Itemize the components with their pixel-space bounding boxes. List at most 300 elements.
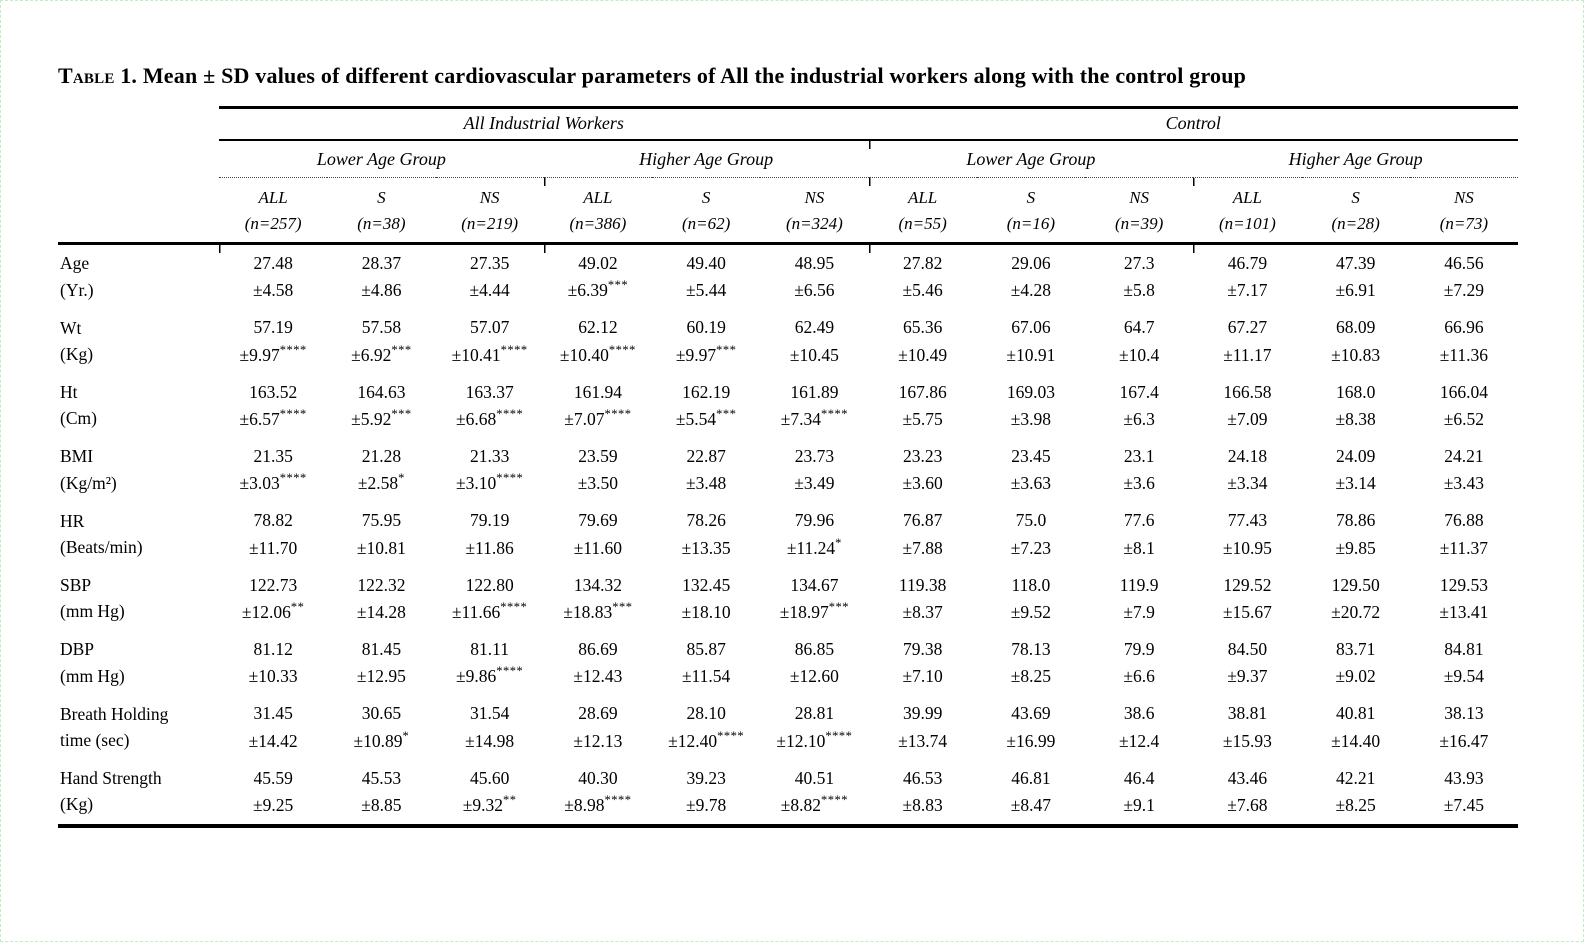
table-cell xyxy=(977,374,1085,438)
significance-stars: **** xyxy=(717,728,745,743)
table-cell xyxy=(652,374,760,438)
value-mean: 24.18 xyxy=(1227,445,1268,466)
table-cell xyxy=(652,567,760,631)
group-control: Control xyxy=(869,108,1519,141)
table-cell xyxy=(1302,760,1410,826)
value-mean: 60.19 xyxy=(686,317,726,338)
row-parameter: Age xyxy=(60,253,90,274)
value-mean: 162.19 xyxy=(682,381,731,402)
value-sd: ±4.58 xyxy=(253,280,294,301)
value-sd: ±8.82 xyxy=(780,794,821,815)
row-label xyxy=(58,502,219,566)
value-mean: 43.46 xyxy=(1227,767,1268,788)
value-mean: 24.21 xyxy=(1444,445,1484,466)
value-mean: 40.30 xyxy=(578,767,618,788)
table-cell xyxy=(1302,567,1410,631)
table-row xyxy=(58,502,1518,566)
table-cell xyxy=(327,567,435,631)
value-sd: ±3.50 xyxy=(577,473,618,494)
significance-stars: * xyxy=(402,728,410,743)
value-mean: 76.87 xyxy=(902,510,943,531)
value-mean: 84.50 xyxy=(1227,638,1268,659)
table-cell xyxy=(219,502,327,566)
value-mean: 45.60 xyxy=(469,767,510,788)
table-cell xyxy=(1302,631,1410,695)
header-spacer xyxy=(58,140,219,178)
significance-stars: *** xyxy=(828,599,849,614)
value-sd: ±14.28 xyxy=(356,601,406,622)
value-sd: ±8.37 xyxy=(902,601,943,622)
row-unit: (Kg) xyxy=(60,794,94,815)
value-mean: 46.4 xyxy=(1123,767,1155,788)
value-mean: 30.65 xyxy=(361,703,402,724)
table-cell xyxy=(652,244,760,310)
table-cell xyxy=(1410,695,1518,759)
table-cell xyxy=(977,760,1085,826)
column-n: (n=39) xyxy=(1114,213,1164,233)
value-sd: ±11.86 xyxy=(465,537,514,558)
table-cell xyxy=(869,631,977,695)
value-sd: ±5.46 xyxy=(902,280,943,301)
table-cell xyxy=(544,695,652,759)
value-mean: 28.81 xyxy=(794,703,835,724)
table-cell xyxy=(436,374,544,438)
value-sd: ±7.23 xyxy=(1010,537,1051,558)
table-cell xyxy=(327,695,435,759)
table-cell xyxy=(544,631,652,695)
value-sd: ±6.6 xyxy=(1123,666,1155,687)
row-unit: time (sec) xyxy=(60,729,130,750)
table-row xyxy=(58,374,1518,438)
value-sd: ±8.38 xyxy=(1335,408,1376,429)
table-cell xyxy=(219,760,327,826)
significance-stars: *** xyxy=(607,278,629,293)
row-parameter: BMI xyxy=(60,446,94,467)
table-row xyxy=(58,309,1518,373)
significance-stars: **** xyxy=(500,599,528,614)
table-cell xyxy=(760,244,868,310)
value-sd: ±11.60 xyxy=(573,537,623,558)
column-n: (n=55) xyxy=(898,213,947,233)
value-sd: ±11.37 xyxy=(1439,537,1489,558)
significance-stars: **** xyxy=(820,792,848,807)
table-cell xyxy=(327,502,435,566)
table-cell xyxy=(1410,502,1518,566)
table-caption-word: Table xyxy=(58,63,115,88)
value-sd: ±6.39 xyxy=(567,280,608,301)
value-mean: 43.69 xyxy=(1011,703,1051,724)
age-group-control-lower: Lower Age Group xyxy=(869,140,1194,178)
significance-stars: *** xyxy=(391,406,412,421)
value-mean: 62.49 xyxy=(794,317,835,338)
table-cell xyxy=(977,695,1085,759)
value-sd: ±8.85 xyxy=(361,794,402,815)
table-cell xyxy=(652,502,760,566)
table-row xyxy=(58,695,1518,759)
table-cell xyxy=(652,760,760,826)
value-sd: ±9.02 xyxy=(1335,666,1376,687)
column-header xyxy=(436,178,544,244)
table-cell xyxy=(760,374,868,438)
significance-stars: **** xyxy=(604,406,632,421)
significance-stars: **** xyxy=(608,342,636,357)
table-cell xyxy=(219,244,327,310)
value-mean: 57.58 xyxy=(361,317,402,338)
significance-stars: * xyxy=(398,471,405,486)
value-sd: ±7.34 xyxy=(780,408,821,429)
table-cell xyxy=(327,309,435,373)
row-unit: (Cm) xyxy=(60,408,97,429)
value-sd: ±11.70 xyxy=(248,537,298,558)
value-sd: ±13.35 xyxy=(681,537,731,558)
table-title xyxy=(58,59,1518,92)
value-mean: 75.95 xyxy=(361,510,402,531)
table-cell xyxy=(760,631,868,695)
value-sd: ±15.93 xyxy=(1222,730,1272,751)
row-label xyxy=(58,631,219,695)
value-mean: 23.45 xyxy=(1011,445,1051,466)
row-unit: (mm Hg) xyxy=(60,601,125,622)
table-cell xyxy=(1410,631,1518,695)
value-mean: 46.81 xyxy=(1011,767,1051,788)
value-mean: 23.59 xyxy=(578,445,618,466)
value-mean: 75.0 xyxy=(1015,510,1047,531)
value-mean: 48.95 xyxy=(794,253,835,273)
value-sd: ±10.81 xyxy=(356,537,406,558)
value-sd: ±12.4 xyxy=(1119,730,1160,751)
table-cell xyxy=(1302,309,1410,373)
column-label: S xyxy=(1351,188,1360,207)
value-sd: ±8.25 xyxy=(1335,794,1376,815)
header-spacer xyxy=(58,178,219,244)
value-mean: 118.0 xyxy=(1011,574,1051,595)
data-table xyxy=(58,106,1518,828)
value-sd: ±6.3 xyxy=(1123,408,1155,429)
table-row xyxy=(58,760,1518,826)
value-mean: 47.39 xyxy=(1335,253,1376,273)
header-spacer xyxy=(58,108,219,141)
row-unit: (Beats/min) xyxy=(60,536,143,557)
value-sd: ±3.34 xyxy=(1227,473,1268,494)
value-mean: 40.51 xyxy=(794,767,835,788)
table-cell xyxy=(219,374,327,438)
value-sd: ±10.95 xyxy=(1222,537,1272,558)
value-mean: 27.35 xyxy=(469,253,510,273)
table-cell xyxy=(327,244,435,310)
value-mean: 64.7 xyxy=(1123,317,1155,338)
significance-stars: **** xyxy=(500,342,528,357)
value-mean: 85.87 xyxy=(686,638,726,659)
significance-stars: *** xyxy=(612,599,633,614)
value-mean: 79.9 xyxy=(1123,638,1155,659)
table-caption-text: 1. Mean ± SD values of different cardiovascular parameters of All the industrial workers along with the control group xyxy=(114,63,1247,88)
table-cell xyxy=(1410,244,1518,310)
value-sd: ±10.45 xyxy=(789,344,839,365)
value-mean: 67.27 xyxy=(1227,317,1268,338)
value-sd: ±9.1 xyxy=(1123,794,1155,815)
value-mean: 27.3 xyxy=(1123,253,1155,273)
value-mean: 21.33 xyxy=(469,445,510,466)
column-n: (n=257) xyxy=(244,213,302,233)
value-mean: 166.04 xyxy=(1439,381,1488,402)
table-cell xyxy=(977,631,1085,695)
value-sd: ±18.97 xyxy=(779,601,829,622)
value-mean: 28.10 xyxy=(686,703,726,724)
table-cell xyxy=(652,695,760,759)
value-sd: ±10.40 xyxy=(559,344,609,365)
row-parameter: SBP xyxy=(60,575,92,596)
value-mean: 78.13 xyxy=(1011,638,1051,659)
table-cell xyxy=(760,695,868,759)
table-cell xyxy=(869,502,977,566)
value-mean: 79.96 xyxy=(794,510,835,531)
table-cell xyxy=(977,502,1085,566)
table-cell xyxy=(977,244,1085,310)
column-n: (n=386) xyxy=(569,213,627,233)
value-sd: ±9.97 xyxy=(239,344,280,365)
table-cell xyxy=(1193,695,1301,759)
column-label: S xyxy=(701,188,711,207)
value-mean: 81.45 xyxy=(361,638,402,659)
column-label: NS xyxy=(479,188,500,207)
row-unit: (Kg) xyxy=(60,343,94,364)
group-industrial-workers: All Industrial Workers xyxy=(219,108,869,141)
value-sd: ±7.17 xyxy=(1227,280,1268,301)
value-mean: 21.35 xyxy=(253,445,293,466)
value-sd: ±16.99 xyxy=(1006,730,1056,751)
row-label xyxy=(58,374,219,438)
value-mean: 122.80 xyxy=(465,574,514,595)
value-sd: ±4.28 xyxy=(1010,280,1051,301)
table-cell xyxy=(1085,309,1193,373)
value-sd: ±5.92 xyxy=(351,408,392,429)
value-mean: 23.1 xyxy=(1123,445,1155,466)
table-row xyxy=(58,438,1518,502)
table-cell xyxy=(436,502,544,566)
value-mean: 57.19 xyxy=(253,317,293,338)
column-n: (n=28) xyxy=(1331,213,1380,233)
table-cell xyxy=(1302,502,1410,566)
value-mean: 46.79 xyxy=(1227,253,1268,273)
value-sd: ±6.57 xyxy=(239,408,280,429)
table-cell xyxy=(1085,567,1193,631)
value-mean: 79.69 xyxy=(578,510,618,531)
column-n: (n=324) xyxy=(785,213,843,233)
value-sd: ±12.10 xyxy=(776,730,826,751)
value-sd: ±14.40 xyxy=(1331,730,1381,751)
value-sd: ±8.47 xyxy=(1010,794,1051,815)
value-mean: 46.53 xyxy=(902,767,943,788)
significance-stars: *** xyxy=(716,406,737,421)
value-sd: ±9.85 xyxy=(1335,537,1376,558)
value-mean: 23.73 xyxy=(794,445,835,466)
value-sd: ±6.68 xyxy=(456,408,497,429)
table-cell xyxy=(436,695,544,759)
value-sd: ±9.86 xyxy=(456,666,497,687)
value-mean: 81.12 xyxy=(253,638,293,659)
value-mean: 77.6 xyxy=(1123,510,1155,531)
value-mean: 28.69 xyxy=(578,703,618,724)
value-mean: 169.03 xyxy=(1006,381,1055,402)
value-mean: 22.87 xyxy=(686,445,726,466)
table-cell xyxy=(652,631,760,695)
value-mean: 119.38 xyxy=(898,574,947,595)
value-mean: 46.56 xyxy=(1444,253,1484,273)
table-cell xyxy=(1193,244,1301,310)
value-sd: ±18.83 xyxy=(563,601,613,622)
table-cell xyxy=(544,567,652,631)
value-mean: 23.23 xyxy=(902,445,943,466)
column-label: S xyxy=(377,188,386,207)
column-header xyxy=(1085,178,1193,244)
value-sd: ±11.36 xyxy=(1439,344,1489,365)
value-sd: ±9.32 xyxy=(462,794,503,815)
value-sd: ±6.52 xyxy=(1443,408,1484,429)
column-header xyxy=(1410,178,1518,244)
significance-stars: **** xyxy=(279,406,307,421)
column-header xyxy=(869,178,977,244)
value-sd: ±8.25 xyxy=(1010,666,1051,687)
value-sd: ±12.95 xyxy=(356,666,406,687)
value-mean: 39.23 xyxy=(686,767,726,788)
value-mean: 39.99 xyxy=(902,703,943,724)
column-header xyxy=(652,178,760,244)
table-cell xyxy=(1193,438,1301,502)
column-header xyxy=(977,178,1085,244)
significance-stars: * xyxy=(835,535,842,550)
table-cell xyxy=(652,438,760,502)
table-cell xyxy=(977,567,1085,631)
value-sd: ±7.68 xyxy=(1227,794,1268,815)
value-mean: 161.94 xyxy=(573,381,622,402)
table-cell xyxy=(1410,309,1518,373)
value-sd: ±12.13 xyxy=(573,730,623,751)
column-label: NS xyxy=(804,188,825,207)
table-cell xyxy=(977,438,1085,502)
table-cell xyxy=(1302,244,1410,310)
value-mean: 129.50 xyxy=(1331,574,1380,595)
value-mean: 38.13 xyxy=(1444,703,1484,724)
table-cell xyxy=(544,309,652,373)
value-mean: 40.81 xyxy=(1335,703,1376,724)
column-n: (n=62) xyxy=(681,213,731,233)
column-n: (n=16) xyxy=(1006,213,1056,233)
table-cell xyxy=(544,438,652,502)
column-n: (n=219) xyxy=(461,213,519,233)
significance-stars: ** xyxy=(502,792,517,807)
value-sd: ±8.98 xyxy=(564,794,605,815)
value-mean: 81.11 xyxy=(470,638,509,659)
value-mean: 129.52 xyxy=(1223,574,1272,595)
value-mean: 79.38 xyxy=(902,638,943,659)
value-mean: 122.73 xyxy=(249,574,298,595)
value-sd: ±9.37 xyxy=(1227,666,1268,687)
table-cell xyxy=(436,244,544,310)
row-label xyxy=(58,438,219,502)
value-mean: 49.02 xyxy=(578,253,618,273)
value-mean: 42.21 xyxy=(1335,767,1376,788)
value-mean: 78.86 xyxy=(1335,510,1376,531)
table-cell xyxy=(327,760,435,826)
value-mean: 84.81 xyxy=(1444,638,1484,659)
header-row-groups xyxy=(58,108,1518,141)
table-cell xyxy=(1085,374,1193,438)
table-cell xyxy=(436,760,544,826)
table-cell xyxy=(1085,631,1193,695)
row-parameter: HR xyxy=(60,510,85,531)
value-sd: ±11.17 xyxy=(1223,344,1272,365)
value-mean: 129.53 xyxy=(1439,574,1488,595)
table-body xyxy=(58,244,1518,826)
significance-stars: **** xyxy=(496,406,524,421)
value-sd: ±12.43 xyxy=(573,666,623,687)
value-sd: ±7.09 xyxy=(1227,408,1268,429)
table-cell xyxy=(869,695,977,759)
value-sd: ±4.44 xyxy=(469,280,510,301)
value-sd: ±9.52 xyxy=(1010,601,1051,622)
value-sd: ±11.24 xyxy=(786,537,836,558)
value-sd: ±12.60 xyxy=(789,666,839,687)
age-group-industrial-lower: Lower Age Group xyxy=(219,140,544,178)
column-header xyxy=(760,178,868,244)
value-mean: 66.96 xyxy=(1444,317,1484,338)
table-cell xyxy=(1302,695,1410,759)
row-label xyxy=(58,567,219,631)
value-sd: ±7.29 xyxy=(1443,280,1484,301)
table-cell xyxy=(869,244,977,310)
table-cell xyxy=(869,438,977,502)
value-mean: 68.09 xyxy=(1335,317,1376,338)
column-header xyxy=(327,178,435,244)
value-mean: 78.26 xyxy=(686,510,726,531)
value-mean: 119.9 xyxy=(1119,574,1159,595)
value-sd: ±5.44 xyxy=(686,280,727,301)
value-mean: 27.82 xyxy=(902,253,943,273)
significance-stars: **** xyxy=(820,406,848,421)
value-sd: ±7.9 xyxy=(1123,601,1155,622)
value-sd: ±10.4 xyxy=(1119,344,1160,365)
value-mean: 134.67 xyxy=(790,574,839,595)
table-cell xyxy=(219,631,327,695)
value-sd: ±5.54 xyxy=(675,408,717,429)
value-mean: 166.58 xyxy=(1223,381,1272,402)
table-cell xyxy=(760,760,868,826)
value-sd: ±10.49 xyxy=(898,344,948,365)
value-mean: 31.54 xyxy=(469,703,510,724)
value-sd: ±6.92 xyxy=(351,344,392,365)
value-mean: 21.28 xyxy=(361,445,402,466)
row-parameter: Hand Strength xyxy=(60,768,162,789)
value-sd: ±10.91 xyxy=(1006,344,1056,365)
table-cell xyxy=(219,309,327,373)
significance-stars: ** xyxy=(290,599,305,614)
value-sd: ±10.41 xyxy=(451,344,501,365)
table-cell xyxy=(1085,244,1193,310)
table-cell xyxy=(1410,567,1518,631)
value-sd: ±3.49 xyxy=(794,473,835,494)
significance-stars: **** xyxy=(496,471,524,486)
value-sd: ±11.54 xyxy=(681,666,731,687)
column-label: NS xyxy=(1129,188,1150,207)
table-cell xyxy=(1193,760,1301,826)
value-mean: 132.45 xyxy=(682,574,731,595)
value-sd: ±9.97 xyxy=(675,344,717,365)
significance-stars: **** xyxy=(279,342,307,357)
significance-stars: *** xyxy=(391,342,412,357)
table-cell xyxy=(219,567,327,631)
table-cell xyxy=(544,244,652,310)
table-header xyxy=(58,108,1518,244)
